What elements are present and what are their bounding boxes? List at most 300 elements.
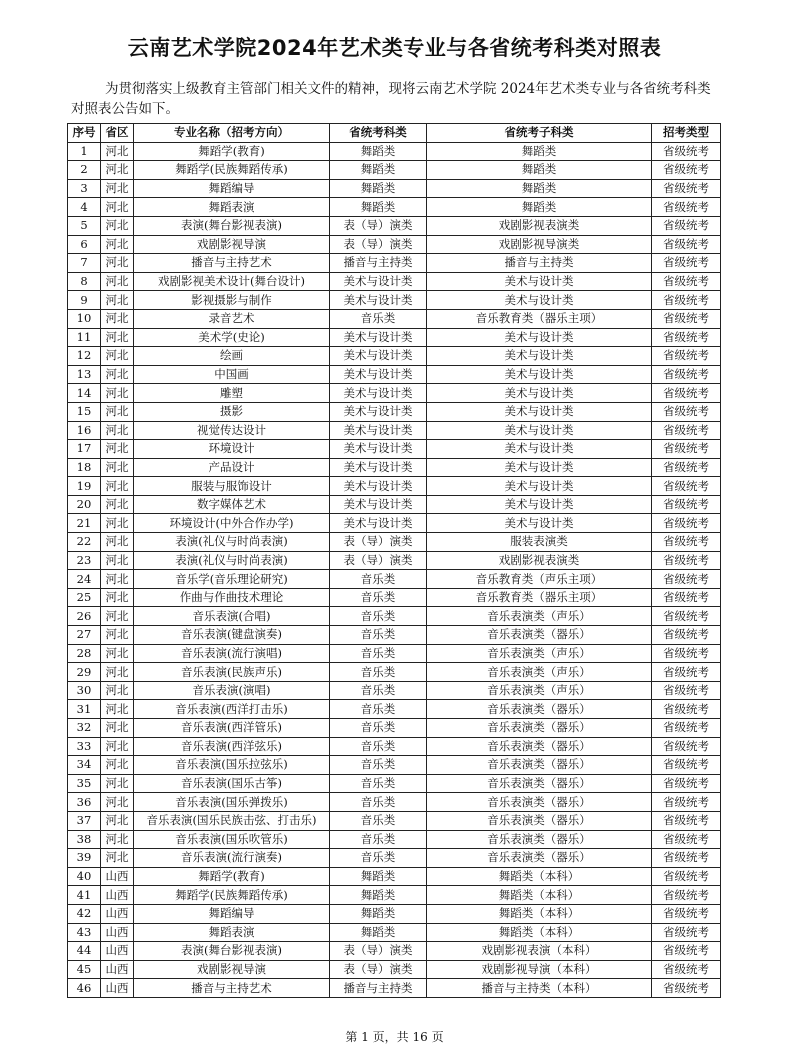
cell-exam-subcategory: 音乐表演类（器乐） [427, 774, 652, 793]
cell-exam-subcategory: 戏剧影视表演类 [427, 216, 652, 235]
cell-index: 42 [68, 904, 101, 923]
cell-index: 9 [68, 291, 101, 310]
cell-exam-subcategory: 音乐表演类（器乐） [427, 719, 652, 738]
cell-index: 29 [68, 663, 101, 682]
cell-major: 音乐表演(流行演奏) [134, 849, 330, 868]
document-title: 云南艺术学院2024年艺术类专业与各省统考科类对照表 [127, 36, 662, 60]
header-admission-type: 招考类型 [652, 124, 721, 143]
cell-exam-category: 音乐类 [330, 719, 427, 738]
cell-exam-category: 美术与设计类 [330, 477, 427, 496]
cell-major: 表演(礼仪与时尚表演) [134, 533, 330, 552]
cell-admission-type: 省级统考 [652, 830, 721, 849]
cell-province: 河北 [101, 402, 134, 421]
cell-admission-type: 省级统考 [652, 551, 721, 570]
cell-exam-category: 舞蹈类 [330, 867, 427, 886]
cell-exam-category: 美术与设计类 [330, 328, 427, 347]
cell-admission-type: 省级统考 [652, 719, 721, 738]
cell-major: 音乐表演(演唱) [134, 681, 330, 700]
cell-exam-category: 音乐类 [330, 681, 427, 700]
cell-province: 河北 [101, 198, 134, 217]
table-row [68, 384, 721, 403]
cell-exam-category: 舞蹈类 [330, 886, 427, 905]
table-row [68, 309, 721, 328]
cell-major: 舞蹈编导 [134, 904, 330, 923]
table-row [68, 886, 721, 905]
table-row [68, 161, 721, 180]
cell-admission-type: 省级统考 [652, 272, 721, 291]
cell-major: 音乐表演(国乐拉弦乐) [134, 756, 330, 775]
cell-province: 河北 [101, 216, 134, 235]
cell-province: 河北 [101, 811, 134, 830]
cell-exam-category: 音乐类 [330, 811, 427, 830]
header-exam-subcategory: 省统考子科类 [427, 124, 652, 143]
cell-admission-type: 省级统考 [652, 793, 721, 812]
cell-admission-type: 省级统考 [652, 588, 721, 607]
cell-admission-type: 省级统考 [652, 663, 721, 682]
cell-index: 34 [68, 756, 101, 775]
cell-index: 27 [68, 626, 101, 645]
cell-admission-type: 省级统考 [652, 235, 721, 254]
table-row [68, 495, 721, 514]
header-exam-category: 省统考科类 [330, 124, 427, 143]
cell-admission-type: 省级统考 [652, 756, 721, 775]
cell-major: 绘画 [134, 347, 330, 366]
table-row [68, 681, 721, 700]
cell-admission-type: 省级统考 [652, 198, 721, 217]
cell-major: 环境设计 [134, 440, 330, 459]
cell-exam-subcategory: 舞蹈类（本科） [427, 886, 652, 905]
table-row [68, 551, 721, 570]
cell-major: 音乐表演(民族声乐) [134, 663, 330, 682]
cell-exam-category: 表（导）演类 [330, 533, 427, 552]
table-row [68, 570, 721, 589]
cell-exam-subcategory: 美术与设计类 [427, 328, 652, 347]
cell-exam-category: 音乐类 [330, 309, 427, 328]
cell-exam-subcategory: 舞蹈类 [427, 179, 652, 198]
cell-exam-subcategory: 音乐表演类（器乐） [427, 793, 652, 812]
cell-major: 音乐表演(国乐古筝) [134, 774, 330, 793]
cell-index: 1 [68, 142, 101, 161]
table-row [68, 663, 721, 682]
cell-province: 河北 [101, 161, 134, 180]
cell-exam-category: 舞蹈类 [330, 161, 427, 180]
cell-index: 40 [68, 867, 101, 886]
cell-exam-subcategory: 舞蹈类（本科） [427, 867, 652, 886]
cell-exam-category: 音乐类 [330, 644, 427, 663]
cell-major: 音乐表演(西洋打击乐) [134, 700, 330, 719]
cell-major: 舞蹈编导 [134, 179, 330, 198]
cell-major: 舞蹈学(民族舞蹈传承) [134, 161, 330, 180]
cell-index: 19 [68, 477, 101, 496]
cell-major: 服装与服饰设计 [134, 477, 330, 496]
cell-exam-subcategory: 戏剧影视表演类 [427, 551, 652, 570]
cell-exam-category: 美术与设计类 [330, 402, 427, 421]
cell-admission-type: 省级统考 [652, 774, 721, 793]
cell-admission-type: 省级统考 [652, 291, 721, 310]
table-row [68, 347, 721, 366]
cell-exam-subcategory: 音乐表演类（声乐） [427, 607, 652, 626]
cell-province: 河北 [101, 495, 134, 514]
cell-index: 12 [68, 347, 101, 366]
cell-major: 影视摄影与制作 [134, 291, 330, 310]
cell-admission-type: 省级统考 [652, 849, 721, 868]
cell-admission-type: 省级统考 [652, 867, 721, 886]
cell-exam-category: 美术与设计类 [330, 514, 427, 533]
cell-major: 表演(舞台影视表演) [134, 216, 330, 235]
cell-exam-category: 美术与设计类 [330, 347, 427, 366]
cell-exam-category: 播音与主持类 [330, 979, 427, 998]
cell-index: 16 [68, 421, 101, 440]
cell-index: 15 [68, 402, 101, 421]
table-row [68, 533, 721, 552]
cell-index: 23 [68, 551, 101, 570]
cell-index: 32 [68, 719, 101, 738]
table-row [68, 142, 721, 161]
cell-exam-subcategory: 音乐表演类（器乐） [427, 849, 652, 868]
cell-exam-category: 音乐类 [330, 588, 427, 607]
cell-index: 17 [68, 440, 101, 459]
cell-province: 河北 [101, 663, 134, 682]
table-row [68, 942, 721, 961]
table-row [68, 254, 721, 273]
cell-major: 播音与主持艺术 [134, 979, 330, 998]
cell-exam-category: 音乐类 [330, 830, 427, 849]
cell-province: 河北 [101, 756, 134, 775]
cell-admission-type: 省级统考 [652, 458, 721, 477]
cell-exam-subcategory: 舞蹈类（本科） [427, 904, 652, 923]
table-row [68, 216, 721, 235]
cell-province: 山西 [101, 960, 134, 979]
table-row [68, 198, 721, 217]
cell-admission-type: 省级统考 [652, 179, 721, 198]
cell-index: 5 [68, 216, 101, 235]
table-row [68, 588, 721, 607]
cell-province: 河北 [101, 309, 134, 328]
cell-index: 20 [68, 495, 101, 514]
cell-major: 戏剧影视导演 [134, 235, 330, 254]
cell-exam-category: 美术与设计类 [330, 272, 427, 291]
table-row [68, 421, 721, 440]
cell-exam-category: 音乐类 [330, 570, 427, 589]
cell-major: 舞蹈表演 [134, 198, 330, 217]
cell-major: 音乐表演(国乐弹拨乐) [134, 793, 330, 812]
cell-major: 音乐表演(键盘演奏) [134, 626, 330, 645]
cell-exam-subcategory: 音乐教育类（器乐主项） [427, 309, 652, 328]
cell-index: 6 [68, 235, 101, 254]
cell-province: 山西 [101, 904, 134, 923]
table-row [68, 458, 721, 477]
cell-exam-subcategory: 播音与主持类 [427, 254, 652, 273]
table-row [68, 811, 721, 830]
cell-province: 河北 [101, 440, 134, 459]
cell-exam-subcategory: 服装表演类 [427, 533, 652, 552]
header-index: 序号 [68, 124, 101, 143]
cell-province: 河北 [101, 774, 134, 793]
table-row [68, 830, 721, 849]
cell-exam-category: 美术与设计类 [330, 421, 427, 440]
cell-index: 11 [68, 328, 101, 347]
cell-province: 山西 [101, 867, 134, 886]
cell-exam-category: 美术与设计类 [330, 384, 427, 403]
cell-index: 33 [68, 737, 101, 756]
cell-major: 摄影 [134, 402, 330, 421]
header-province: 省区 [101, 124, 134, 143]
cell-exam-subcategory: 音乐教育类（器乐主项） [427, 588, 652, 607]
cell-exam-subcategory: 音乐表演类（声乐） [427, 681, 652, 700]
cell-province: 河北 [101, 272, 134, 291]
cell-exam-category: 美术与设计类 [330, 458, 427, 477]
cell-index: 25 [68, 588, 101, 607]
cell-exam-category: 播音与主持类 [330, 254, 427, 273]
cell-province: 河北 [101, 365, 134, 384]
cell-exam-category: 音乐类 [330, 626, 427, 645]
table-row [68, 849, 721, 868]
cell-province: 河北 [101, 830, 134, 849]
cell-index: 30 [68, 681, 101, 700]
table-row [68, 477, 721, 496]
cell-exam-category: 音乐类 [330, 700, 427, 719]
cell-index: 14 [68, 384, 101, 403]
cell-exam-category: 音乐类 [330, 607, 427, 626]
cell-major: 舞蹈学(教育) [134, 867, 330, 886]
table-row [68, 923, 721, 942]
cell-exam-category: 音乐类 [330, 737, 427, 756]
cell-exam-subcategory: 戏剧影视导演类 [427, 235, 652, 254]
cell-admission-type: 省级统考 [652, 365, 721, 384]
cell-exam-subcategory: 音乐表演类（器乐） [427, 830, 652, 849]
cell-index: 41 [68, 886, 101, 905]
cell-exam-subcategory: 戏剧影视导演（本科） [427, 960, 652, 979]
cell-exam-category: 音乐类 [330, 663, 427, 682]
cell-admission-type: 省级统考 [652, 681, 721, 700]
cell-exam-subcategory: 美术与设计类 [427, 458, 652, 477]
cell-exam-subcategory: 音乐表演类（声乐） [427, 663, 652, 682]
cell-admission-type: 省级统考 [652, 328, 721, 347]
cell-admission-type: 省级统考 [652, 495, 721, 514]
page-footer: 第 1 页，共 16 页 [345, 1030, 444, 1044]
cell-exam-category: 美术与设计类 [330, 365, 427, 384]
cell-exam-category: 表（导）演类 [330, 551, 427, 570]
table-row [68, 737, 721, 756]
cell-province: 山西 [101, 979, 134, 998]
cell-admission-type: 省级统考 [652, 979, 721, 998]
table-row [68, 644, 721, 663]
cell-admission-type: 省级统考 [652, 309, 721, 328]
cell-major: 播音与主持艺术 [134, 254, 330, 273]
cell-province: 河北 [101, 328, 134, 347]
table-row [68, 402, 721, 421]
cell-exam-subcategory: 音乐教育类（声乐主项） [427, 570, 652, 589]
cell-major: 表演(礼仪与时尚表演) [134, 551, 330, 570]
cell-province: 山西 [101, 886, 134, 905]
cell-exam-category: 舞蹈类 [330, 904, 427, 923]
cell-exam-category: 音乐类 [330, 849, 427, 868]
cell-major: 音乐表演(西洋管乐) [134, 719, 330, 738]
cell-major: 雕塑 [134, 384, 330, 403]
cell-index: 18 [68, 458, 101, 477]
cell-province: 河北 [101, 570, 134, 589]
cell-index: 21 [68, 514, 101, 533]
cell-index: 26 [68, 607, 101, 626]
cell-major: 音乐表演(合唱) [134, 607, 330, 626]
cell-exam-subcategory: 舞蹈类 [427, 142, 652, 161]
cell-exam-subcategory: 美术与设计类 [427, 477, 652, 496]
cell-admission-type: 省级统考 [652, 440, 721, 459]
cell-major: 表演(舞台影视表演) [134, 942, 330, 961]
cell-admission-type: 省级统考 [652, 216, 721, 235]
cell-admission-type: 省级统考 [652, 570, 721, 589]
cell-index: 31 [68, 700, 101, 719]
cell-major: 音乐表演(流行演唱) [134, 644, 330, 663]
cell-exam-category: 表（导）演类 [330, 942, 427, 961]
cell-province: 河北 [101, 700, 134, 719]
cell-exam-category: 音乐类 [330, 793, 427, 812]
mapping-table [67, 123, 721, 998]
cell-major: 环境设计(中外合作办学) [134, 514, 330, 533]
cell-major: 美术学(史论) [134, 328, 330, 347]
table-row [68, 179, 721, 198]
cell-admission-type: 省级统考 [652, 607, 721, 626]
cell-index: 3 [68, 179, 101, 198]
cell-admission-type: 省级统考 [652, 161, 721, 180]
cell-major: 作曲与作曲技术理论 [134, 588, 330, 607]
cell-index: 36 [68, 793, 101, 812]
cell-exam-subcategory: 美术与设计类 [427, 272, 652, 291]
cell-admission-type: 省级统考 [652, 923, 721, 942]
table-row [68, 514, 721, 533]
cell-major: 产品设计 [134, 458, 330, 477]
cell-province: 河北 [101, 607, 134, 626]
cell-major: 舞蹈表演 [134, 923, 330, 942]
cell-index: 38 [68, 830, 101, 849]
table-row [68, 272, 721, 291]
cell-exam-subcategory: 美术与设计类 [427, 365, 652, 384]
table-row [68, 328, 721, 347]
cell-exam-subcategory: 美术与设计类 [427, 421, 652, 440]
cell-admission-type: 省级统考 [652, 514, 721, 533]
cell-index: 22 [68, 533, 101, 552]
cell-province: 山西 [101, 942, 134, 961]
table-row [68, 700, 721, 719]
table-row [68, 960, 721, 979]
cell-exam-subcategory: 音乐表演类（器乐） [427, 756, 652, 775]
cell-admission-type: 省级统考 [652, 477, 721, 496]
cell-major: 视觉传达设计 [134, 421, 330, 440]
table-body [68, 142, 721, 997]
cell-admission-type: 省级统考 [652, 904, 721, 923]
cell-index: 8 [68, 272, 101, 291]
cell-exam-subcategory: 美术与设计类 [427, 384, 652, 403]
cell-exam-category: 美术与设计类 [330, 440, 427, 459]
cell-major: 戏剧影视导演 [134, 960, 330, 979]
cell-province: 河北 [101, 644, 134, 663]
cell-exam-category: 音乐类 [330, 774, 427, 793]
cell-admission-type: 省级统考 [652, 886, 721, 905]
cell-province: 河北 [101, 179, 134, 198]
cell-province: 河北 [101, 291, 134, 310]
cell-index: 46 [68, 979, 101, 998]
cell-province: 河北 [101, 384, 134, 403]
cell-exam-category: 表（导）演类 [330, 235, 427, 254]
table-row [68, 756, 721, 775]
table-row [68, 365, 721, 384]
cell-major: 音乐表演(国乐吹管乐) [134, 830, 330, 849]
cell-exam-subcategory: 美术与设计类 [427, 495, 652, 514]
intro-paragraph: 为贯彻落实上级教育主管部门相关文件的精神，现将云南艺术学院 2024年艺术类专业与各省统考科类对照表公告如下。 [71, 81, 711, 117]
cell-major: 数字媒体艺术 [134, 495, 330, 514]
cell-province: 河北 [101, 235, 134, 254]
cell-exam-category: 美术与设计类 [330, 495, 427, 514]
cell-exam-subcategory: 音乐表演类（器乐） [427, 626, 652, 645]
header-major: 专业名称（招考方向） [134, 124, 330, 143]
cell-exam-category: 舞蹈类 [330, 198, 427, 217]
cell-province: 河北 [101, 142, 134, 161]
cell-province: 河北 [101, 681, 134, 700]
cell-index: 35 [68, 774, 101, 793]
cell-province: 河北 [101, 737, 134, 756]
cell-exam-subcategory: 戏剧影视表演（本科） [427, 942, 652, 961]
cell-admission-type: 省级统考 [652, 644, 721, 663]
cell-exam-category: 舞蹈类 [330, 179, 427, 198]
cell-province: 河北 [101, 719, 134, 738]
table-row [68, 979, 721, 998]
cell-province: 河北 [101, 347, 134, 366]
cell-major: 舞蹈学(教育) [134, 142, 330, 161]
cell-exam-subcategory: 播音与主持类（本科） [427, 979, 652, 998]
cell-exam-subcategory: 美术与设计类 [427, 402, 652, 421]
cell-index: 24 [68, 570, 101, 589]
cell-exam-category: 表（导）演类 [330, 216, 427, 235]
cell-exam-subcategory: 美术与设计类 [427, 514, 652, 533]
cell-exam-subcategory: 美术与设计类 [427, 347, 652, 366]
table-header-row [68, 124, 721, 143]
cell-admission-type: 省级统考 [652, 700, 721, 719]
cell-province: 河北 [101, 514, 134, 533]
cell-major: 舞蹈学(民族舞蹈传承) [134, 886, 330, 905]
cell-admission-type: 省级统考 [652, 254, 721, 273]
cell-admission-type: 省级统考 [652, 533, 721, 552]
cell-index: 28 [68, 644, 101, 663]
cell-index: 44 [68, 942, 101, 961]
cell-major: 中国画 [134, 365, 330, 384]
cell-index: 39 [68, 849, 101, 868]
cell-admission-type: 省级统考 [652, 737, 721, 756]
table-row [68, 607, 721, 626]
cell-province: 河北 [101, 477, 134, 496]
cell-major: 戏剧影视美术设计(舞台设计) [134, 272, 330, 291]
cell-exam-subcategory: 音乐表演类（器乐） [427, 811, 652, 830]
cell-exam-subcategory: 美术与设计类 [427, 440, 652, 459]
cell-index: 37 [68, 811, 101, 830]
cell-exam-category: 舞蹈类 [330, 923, 427, 942]
cell-province: 河北 [101, 533, 134, 552]
table-row [68, 867, 721, 886]
table-row [68, 774, 721, 793]
cell-index: 45 [68, 960, 101, 979]
cell-province: 河北 [101, 458, 134, 477]
cell-province: 河北 [101, 421, 134, 440]
table-row [68, 235, 721, 254]
cell-exam-subcategory: 音乐表演类（声乐） [427, 644, 652, 663]
table-row [68, 291, 721, 310]
cell-major: 录音艺术 [134, 309, 330, 328]
cell-province: 河北 [101, 626, 134, 645]
cell-province: 河北 [101, 849, 134, 868]
cell-admission-type: 省级统考 [652, 960, 721, 979]
cell-index: 7 [68, 254, 101, 273]
cell-province: 河北 [101, 793, 134, 812]
cell-admission-type: 省级统考 [652, 142, 721, 161]
